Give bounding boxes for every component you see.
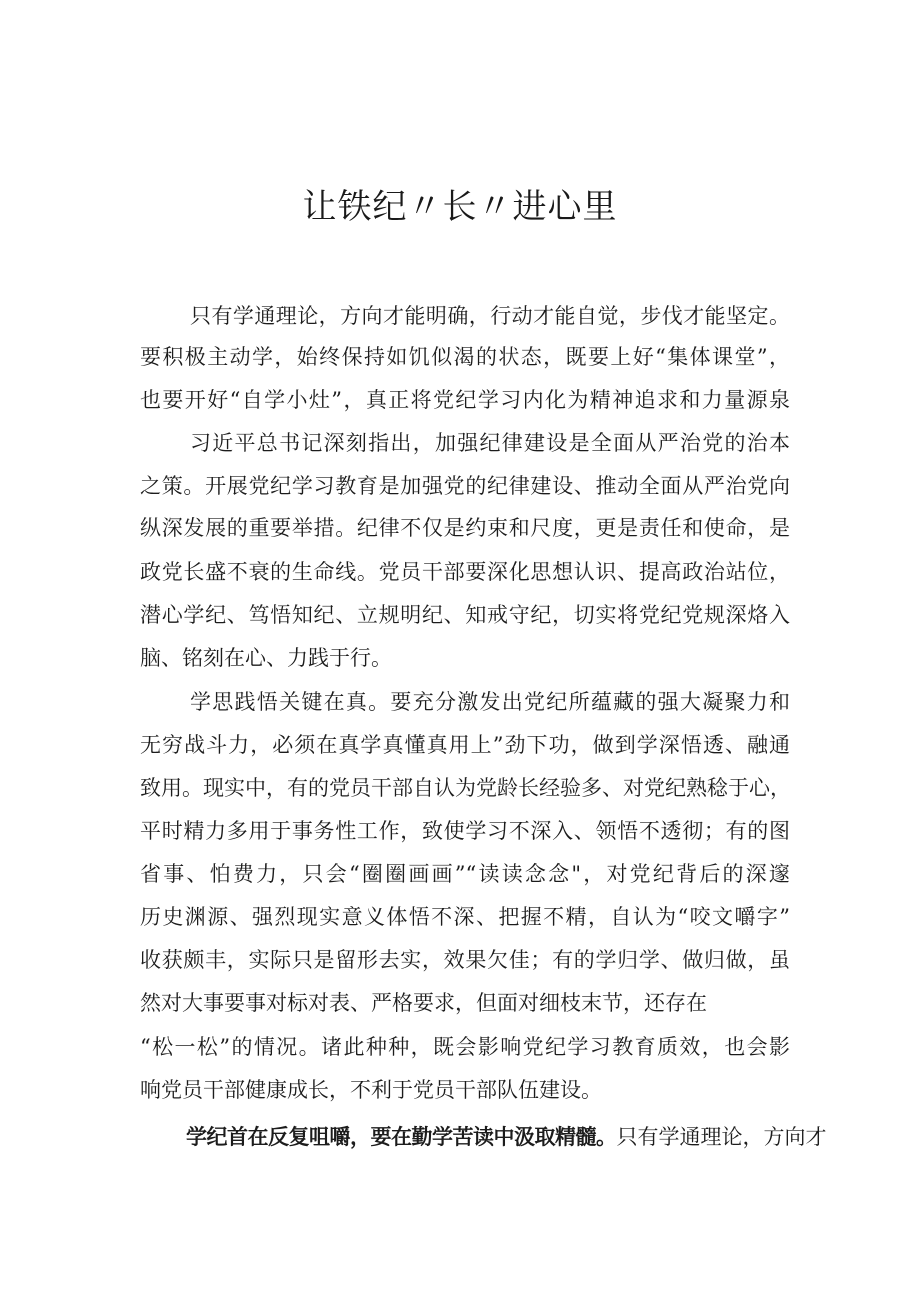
paragraph-1-line-3: 也要开好“自学小灶”，真正将党纪学习内化为精神追求和力量源泉: [140, 388, 790, 412]
paragraph-3-line-10: 响党员干部健康成长，不利于党员干部队伍建设。: [140, 1078, 602, 1102]
paragraph-4-lead: 学纪首在反复咀嚼，要在勤学苦读中汲取精髓。: [186, 1125, 617, 1149]
paragraph-3-line-2: 无穷战斗力，必须在真学真懂真用上”劲下功，做到学深悟透、融通: [140, 733, 790, 757]
paragraph-1-line-1: 只有学通理论，方向才能明确，行动才能自觉，步伐才能坚定。: [190, 304, 790, 328]
paragraph-3-line-9: “松一松”的情况。诸此种种，既会影响党纪学习教育质效，也会影: [140, 1035, 790, 1059]
paragraph-4-rest: 只有学通理论，方向才: [616, 1125, 827, 1149]
paragraph-2-line-4: 政党长盛不衰的生命线。党员干部要深化思想认识、提高政治站位，: [140, 560, 790, 584]
paragraph-3-line-7: 收获颇丰，实际只是留形去实，效果欠佳；有的学归学、做归做，虽: [140, 948, 790, 972]
paragraph-2-line-5: 潜心学纪、笃悟知纪、立规明纪、知戒守纪，切实将党纪党规深烙入: [140, 603, 790, 627]
paragraph-3-line-4: 平时精力多用于事务性工作，致使学习不深入、领悟不透彻；有的图: [140, 819, 790, 843]
paragraph-2-line-6: 脑、铭刻在心、力践于行。: [140, 646, 392, 670]
paragraph-3-line-3: 致用。现实中，有的党员干部自认为党龄长经验多、对党纪熟稔于心，: [140, 776, 791, 800]
paragraph-4-line-1: [186, 1121, 827, 1153]
paragraph-2-line-1: 习近平总书记深刻指出，加强纪律建设是全面从严治党的治本: [190, 431, 790, 455]
paragraph-2-line-2: 之策。开展党纪学习教育是加强党的纪律建设、推动全面从严治党向: [140, 474, 790, 498]
paragraph-3-line-1: 学思践悟关键在真。要充分激发出党纪所蕴藏的强大凝聚力和: [190, 690, 790, 714]
paragraph-2-line-3: 纵深发展的重要举措。纪律不仅是约束和尺度，更是责任和使命，是: [140, 516, 790, 540]
paragraph-3-line-6: 历史渊源、强烈现实意义体悟不深、把握不精，自认为“咬文嚼字”: [140, 905, 790, 929]
paragraph-1-line-2: 要积极主动学，始终保持如饥似渴的状态，既要上好“集体课堂”，: [140, 345, 790, 369]
paragraph-3-line-5: 省事、怕费力，只会“圈圈画画”“读读念念"，对党纪背后的深邃: [140, 862, 790, 886]
paragraph-3-line-8: 然对大事要事对标对表、严格要求，但面对细枝末节，还存在: [140, 991, 707, 1015]
document-title: 让铁纪〃长〃进心里: [302, 187, 618, 227]
